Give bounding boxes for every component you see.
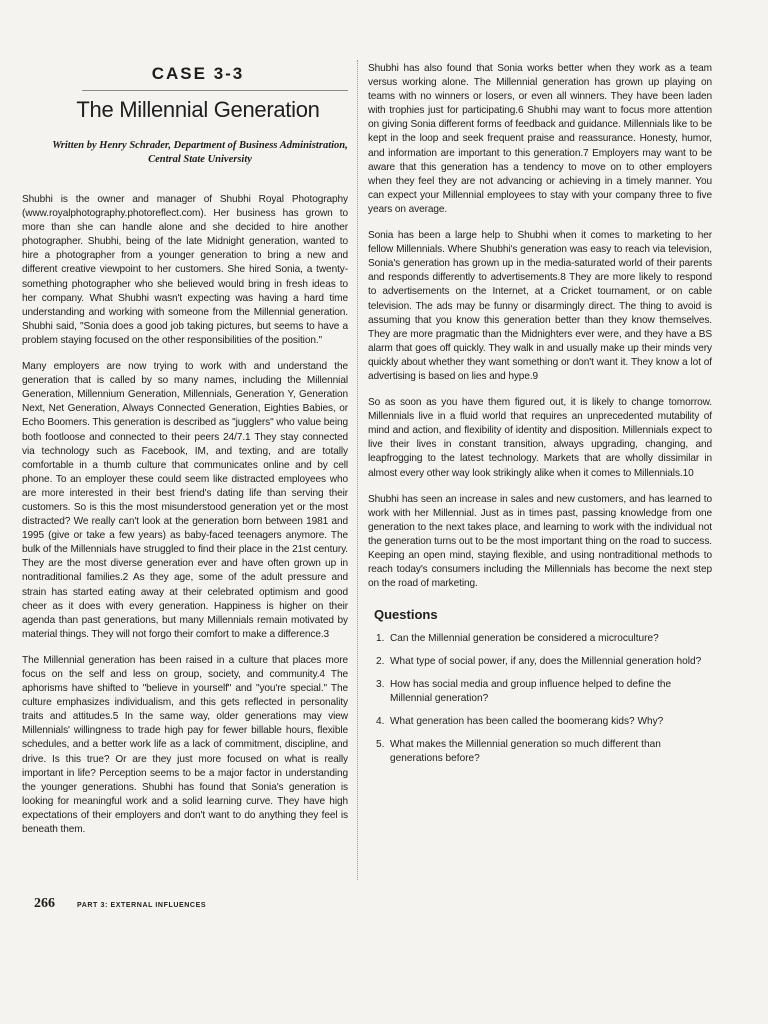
questions-heading: Questions	[374, 607, 438, 623]
body-paragraph: Shubhi is the owner and manager of Shubhi Royal Photography (www.royalphotography.photoreflect.com). Her business has grown to more than she can handle alone and she decided to hire another photographer. Shubhi, being of the late Midnight generation, wanted to hire a photographer from a younger generation to bring a new and different creative viewpoint to her customers. She hired Sonia, a twenty-something photographer who she believed would bring in fresh ideas to her company. What Shubhi wasn't expecting was having a hard time understanding and working with someone from the Millennial generation. Shubhi said, "Sonia does a good job taking pictures, but seems to have a problem staying focused on the other responsibilities of the position."	[22, 194, 348, 346]
title-rule	[82, 90, 348, 91]
question-item	[376, 632, 712, 646]
question-text: What makes the Millennial generation so much different than generations before?	[390, 739, 661, 765]
question-item	[376, 715, 712, 729]
left-column	[22, 64, 348, 849]
page-footer	[34, 896, 206, 912]
right-column	[368, 62, 712, 775]
running-footer-part: PART 3: EXTERNAL INFLUENCES	[77, 902, 207, 909]
case-label: CASE 3-3	[151, 64, 245, 83]
question-item	[376, 738, 712, 766]
question-text: Can the Millennial generation be considered a microculture?	[390, 633, 659, 645]
question-number: 2.	[376, 656, 385, 668]
byline: Written by Henry Schrader, Department of Business Administration, Central State University	[52, 140, 348, 165]
page-number: 266	[34, 896, 55, 911]
body-paragraph: The Millennial generation has been raised in a culture that places more focus on the self and less on group, society, and community.4 The aphorisms have shifted to "believe in yourself" and "you're special." The culture emphasizes individualism, and this gets reflected in personality traits and attitudes.5 In the same way, older generations may view Millennials' willingness to trade high pay for fewer billable hours, flexible schedules, and a better work life as a lack of commitment, discipline, and drive. Is this true? Or are they just more focused on what is really important in life? Perception seems to be a major factor in understanding the younger generations. Shubhi has found that Sonia's generation is looking for meaningful work and a solid learning curve. They have high expectations of their employers and don't want to do anything they feel is beneath them.	[22, 654, 348, 836]
question-text: What type of social power, if any, does the Millennial generation hold?	[390, 656, 702, 668]
question-text: How has social media and group influence helped to define the Millennial generation?	[390, 679, 672, 705]
body-paragraph: Shubhi has also found that Sonia works better when they work as a team versus working alone. The Millennial generation has grown up playing on teams with no winners or losers, or even all winners. They have been laden with trophies just for participating.6 Shubhi may want to focus more attention on giving Sonia different forms of feedback and guidance. Millennials like to be kept in the loop and seek frequent praise and reassurance. Honesty, humor, and information are important to this generation.7 Employers may want to be aware that this generation has a tendency to move on to other employers when they feel they are not advancing or achieving in a timely manner. You can expect your Millennial employees to stay with your company three to five years on average.	[368, 63, 712, 215]
case-title: The Millennial Generation	[76, 97, 320, 122]
question-text: What generation has been called the boomerang kids? Why?	[390, 716, 664, 728]
question-number: 4.	[376, 716, 385, 728]
question-item	[376, 655, 712, 669]
question-item	[376, 678, 712, 706]
question-number: 3.	[376, 679, 385, 691]
question-number: 1.	[376, 633, 385, 645]
body-paragraph: Sonia has been a large help to Shubhi when it comes to marketing to her fellow Millennials. Where Shubhi's generation was easy to reach via television, Sonia's generation has grown up in the media-saturated world of their parents and responds differently to advertisements.8 They are more likely to respond to advertisements on the Internet, at a Cricket tournament, or on cable television. The ads may be funny or disarmingly direct. The thing to avoid is assuming that you know this generation better than they know themselves. They are more pragmatic than the Midnighters ever were, and they have a BS alarm that goes off quickly. They walk in and usually make up their minds very quickly about whether they want something or don't want it. They know a lot of advertising is based on lies and hype.9	[368, 230, 712, 382]
question-number: 5.	[376, 739, 385, 751]
column-divider	[357, 60, 358, 880]
questions-list	[368, 632, 712, 766]
body-paragraph: Many employers are now trying to work with and understand the generation that is called by so many names, including the Millennial Generation, Millennium Generation, Millennials, Generation Y, Generation Next, Net Generation, Always Connected Generation, Eighties Babies, or Echo Boomers. This generation is described as "jugglers" who value being both footloose and connected to their peers 24/7.1 They stay connected via technology such as Facebook, IM, and texting, and are totally comfortable in a thumb culture that communicates online and by cell phone. To an employer these could seem like distracted employees who are more interested in their best friend's dating life than serving their customers. So is this the most misunderstood generation yet or the most distracted? We really can't look at the generation born between 1981 and 1995 (give or take a few years) as baby-faced teenagers anymore. The bulk of the Millennials have struggled to find their place in the 21st century. They are the most diverse generation ever and have often grown up in nontraditional families.2 As they age, some of the adult pressure and strain has started eating away at their celebrated optimism and good cheer as it does with every generation. Happiness is higher on their agenda than past generations, but many Millennials remain motivated by material things. They will not forgo their comfort to make a difference.3	[22, 361, 348, 640]
body-paragraph: Shubhi has seen an increase in sales and new customers, and has learned to work with her Millennial. Just as in times past, passing knowledge from one generation to the next takes place, and learning to work with the individual not the generation turns out to be the most important thing on the road to success. Keeping an open mind, staying flexible, and using nontraditional methods to reach today's consumers including the Millennials has become the next step on the road of marketing.	[368, 493, 712, 590]
body-paragraph: So as soon as you have them figured out, it is likely to change tomorrow. Millennials live in a fluid world that requires an unprecedented mutability of mind and action, and flexibility of identity and disposition. Millennials expect to live their lives in constant transition, always upgrading, changing, and leapfrogging to the latest technology. Markets that are wholly dissimilar in almost every other way look strikingly alike when it comes to Millennials.10	[368, 397, 712, 479]
